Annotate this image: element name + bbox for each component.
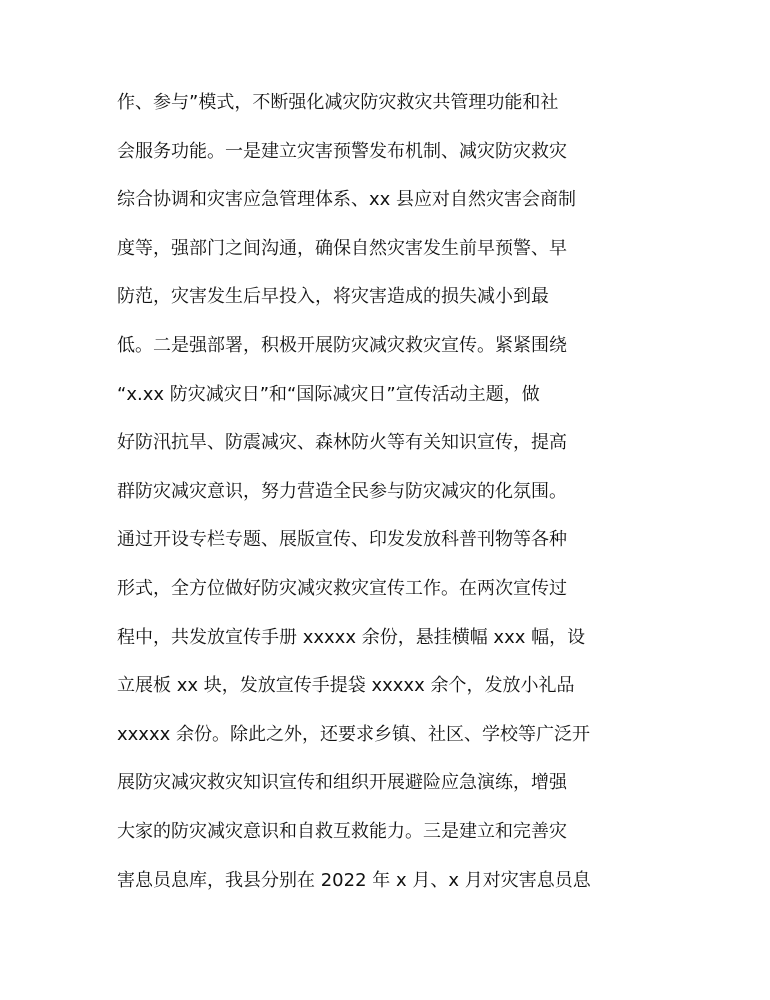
text-line: 会服务功能。一是建立灾害预警发布机制、减灾防灾救灾 [117,140,567,162]
text-line: 立展板 xx 块，发放宣传手提袋 xxxxx 余个，发放小礼品 [117,675,575,697]
text-line: 通过开设专栏专题、展版宣传、印发发放科普刊物等各种 [117,529,567,551]
text-line: 度等，强部门之间沟通，确保自然灾害发生前早预警、早 [117,237,567,259]
text-line: 大家的防灾减灾意识和自救互救能力。三是建立和完善灾 [117,820,567,842]
text-line: 防范，灾害发生后早投入，将灾害造成的损失减小到最 [117,286,549,308]
text-line: 作、参与”模式，不断强化减灾防灾救灾共管理功能和社 [117,92,559,113]
text-line: 好防汛抗旱、防震减灾、森林防火等有关知识宣传，提高 [117,432,567,454]
text-line: 综合协调和灾害应急管理体系、xx 县应对自然灾害会商制 [117,189,577,211]
text-line: 低。二是强部署，积极开展防灾减灾救灾宣传。紧紧围绕 [117,334,567,356]
text-line: 群防灾减灾意识，努力营造全民参与防灾减灾的化氛围。 [117,480,567,502]
text-line: xxxxx 余份。除此之外，还要求乡镇、社区、学校等广泛开 [117,723,590,745]
text-line: 程中，共发放宣传手册 xxxxx 余份，悬挂横幅 xxx 幅，设 [117,626,586,648]
text-line: 展防灾减灾救灾知识宣传和组织开展避险应急演练，增强 [117,772,567,794]
body-paragraph [117,79,662,905]
text-line: “x.xx 防灾减灾日”和“国际减灾日”宣传活动主题，做 [117,383,540,405]
text-line: 形式，全方位做好防灾减灾救灾宣传工作。在两次宣传过 [117,577,567,599]
text-line: 害息员息库，我县分别在 2022 年 x 月、x 月对灾害息员息 [117,869,591,891]
